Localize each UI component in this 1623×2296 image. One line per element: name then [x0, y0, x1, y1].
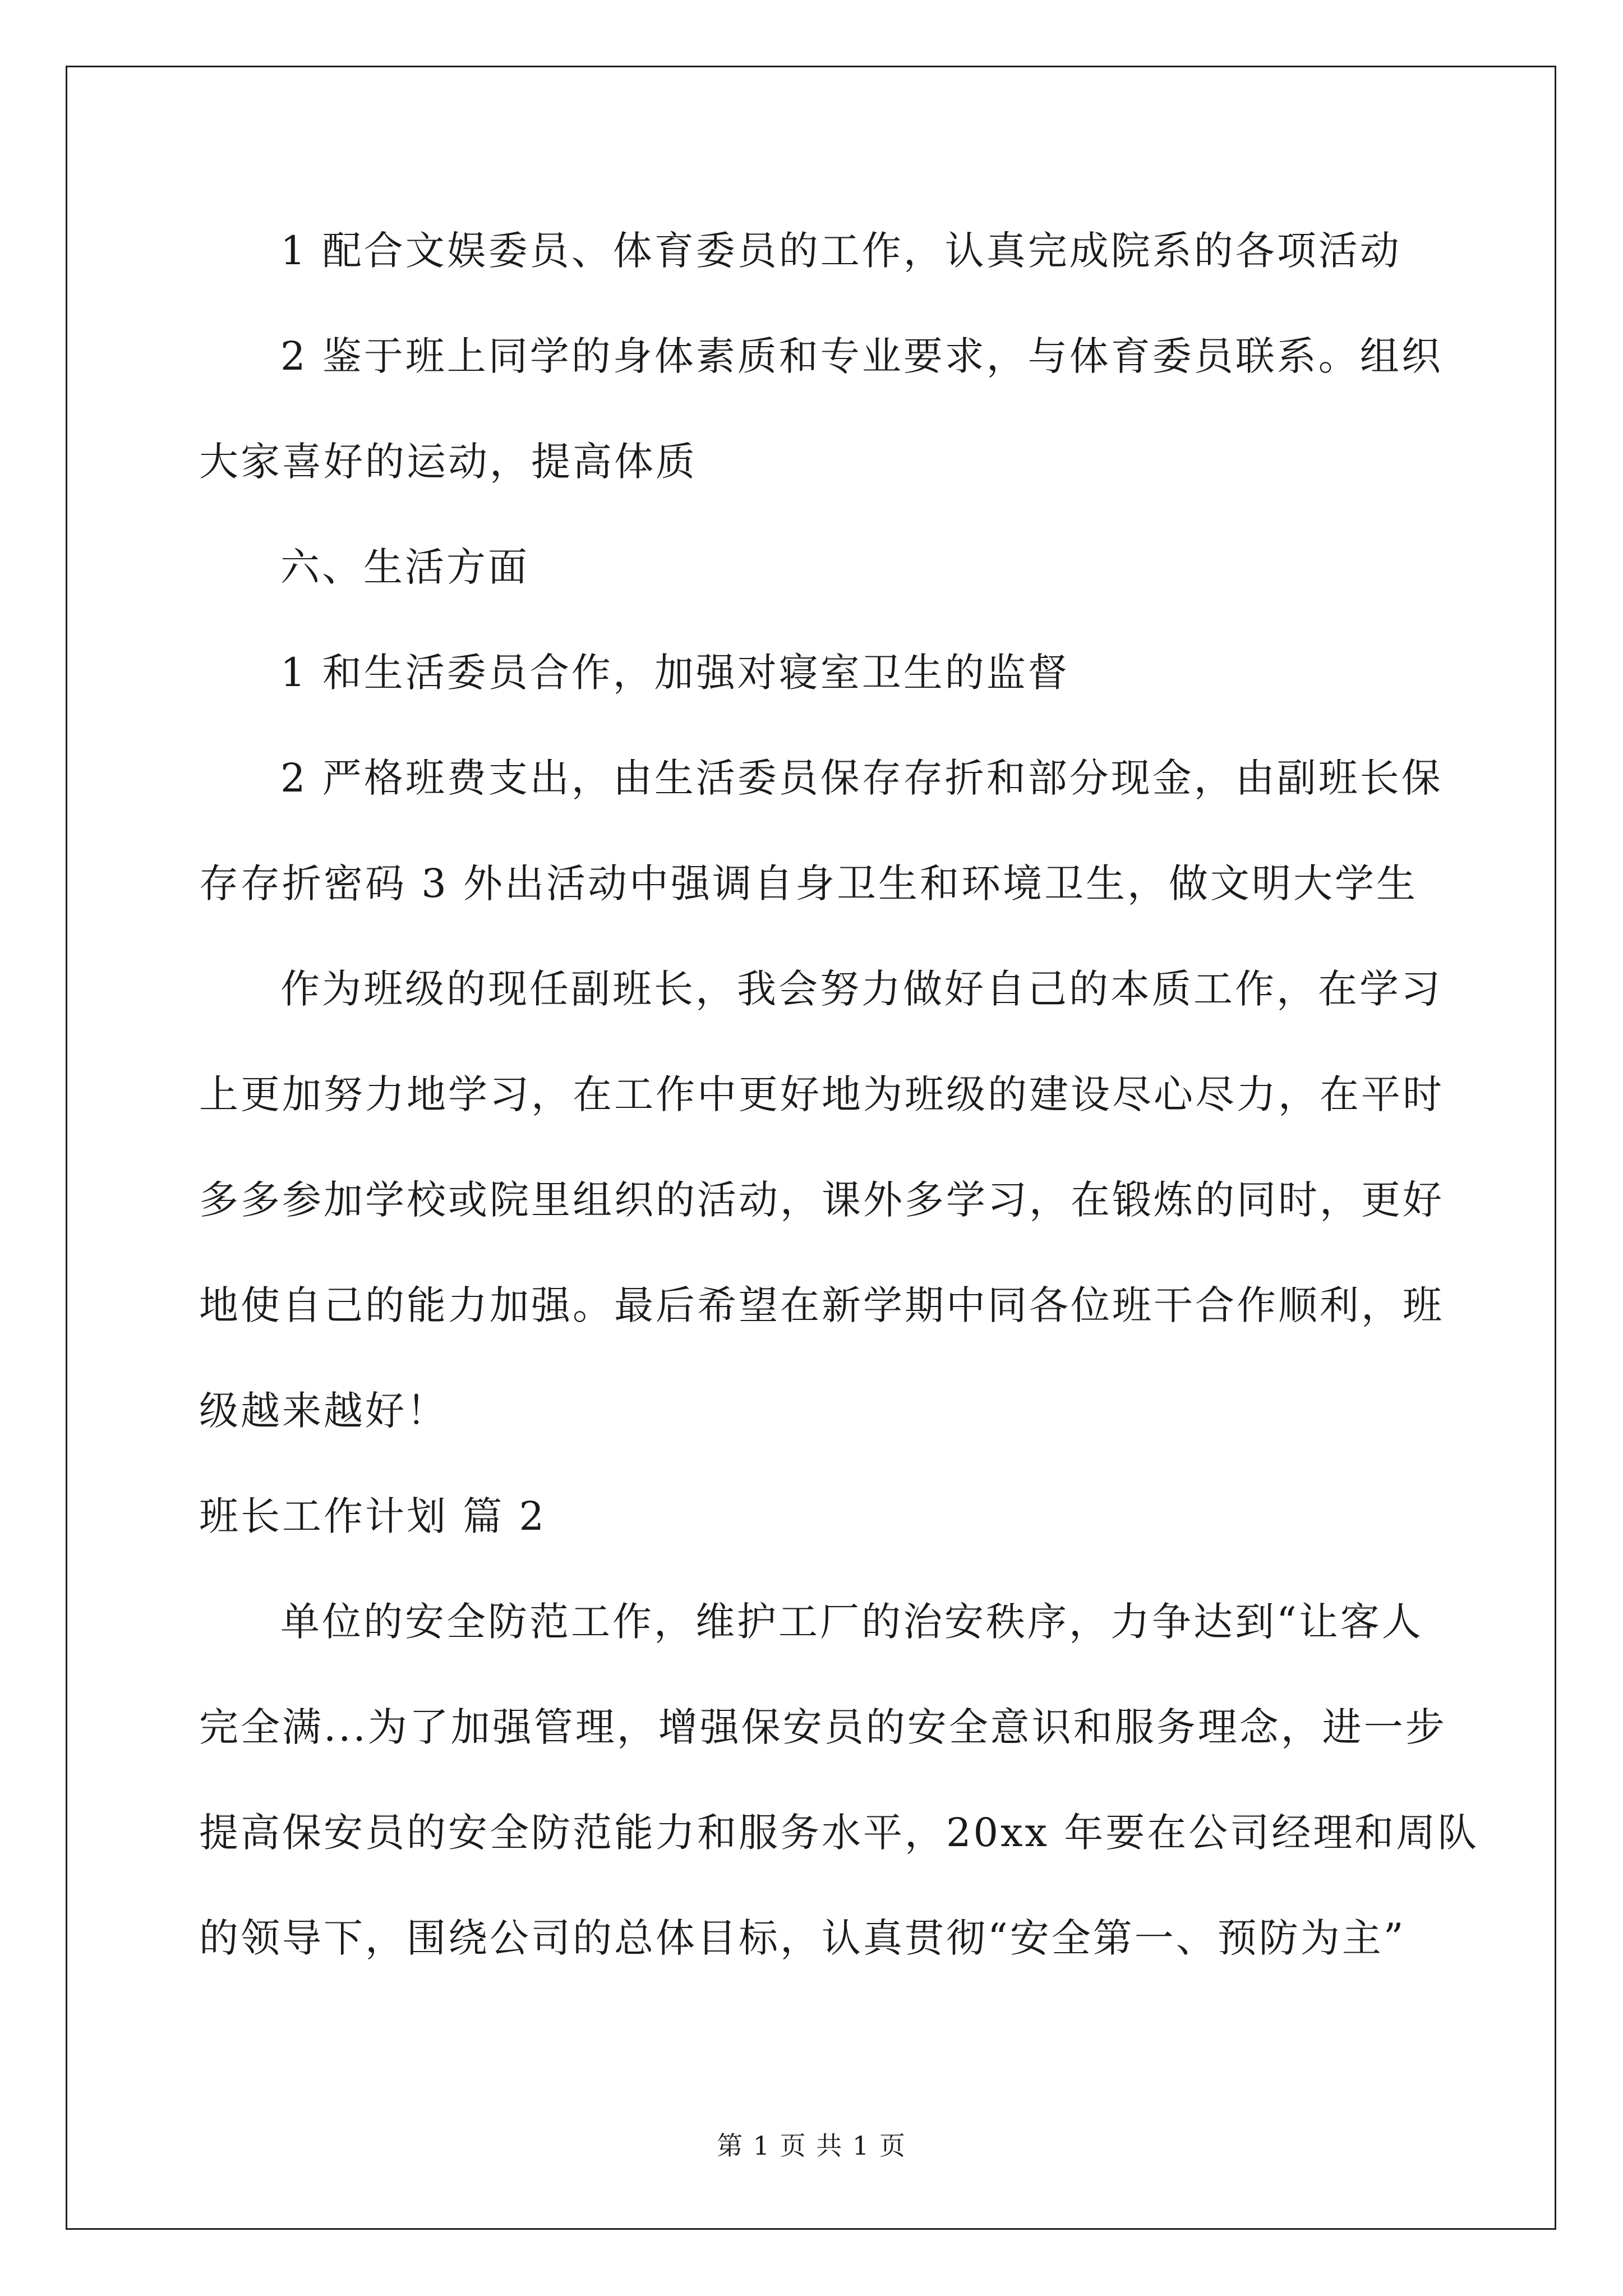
text-line: 1 配合文娱委员、体育委员的工作，认真完成院系的各项活动	[280, 228, 1401, 274]
text-line: 存存折密码 3 外出活动中强调自身卫生和环境卫生，做文明大学生	[199, 861, 1418, 907]
section-title: 班长工作计划 篇 2	[199, 1493, 547, 1539]
text-line: 上更加努力地学习，在工作中更好地为班级的建设尽心尽力，在平时	[199, 1071, 1444, 1117]
text-line: 的领导下，围绕公司的总体目标，认真贯彻“安全第一、预防为主”	[199, 1915, 1406, 1961]
text-line: 级越来越好！	[199, 1388, 448, 1434]
text-line: 提高保安员的安全防范能力和服务水平，20xx 年要在公司经理和周队	[199, 1810, 1479, 1856]
text-line: 单位的安全防范工作，维护工厂的治安秩序，力争达到“让客人	[280, 1599, 1423, 1645]
section-heading: 六、生活方面	[280, 544, 529, 590]
text-line: 1 和生活委员合作，加强对寝室卫生的监督	[280, 650, 1069, 696]
text-line: 地使自己的能力加强。最后希望在新学期中同各位班干合作顺利，班	[199, 1282, 1444, 1328]
text-line: 2 严格班费支出，由生活委员保存存折和部分现金，由副班长保	[280, 755, 1443, 801]
text-line: 2 鉴于班上同学的身体素质和专业要求，与体育委员联系。组织	[280, 333, 1443, 379]
text-line: 作为班级的现任副班长，我会努力做好自己的本质工作，在学习	[280, 966, 1442, 1012]
text-line: 完全满...为了加强管理，增强保安员的安全意识和服务理念，进一步	[199, 1704, 1447, 1750]
page-number-footer: 第 1 页 共 1 页	[717, 2131, 906, 2161]
text-line: 多多参加学校或院里组织的活动，课外多学习，在锻炼的同时，更好	[199, 1177, 1444, 1223]
text-line: 大家喜好的运动，提高体质	[199, 439, 697, 485]
